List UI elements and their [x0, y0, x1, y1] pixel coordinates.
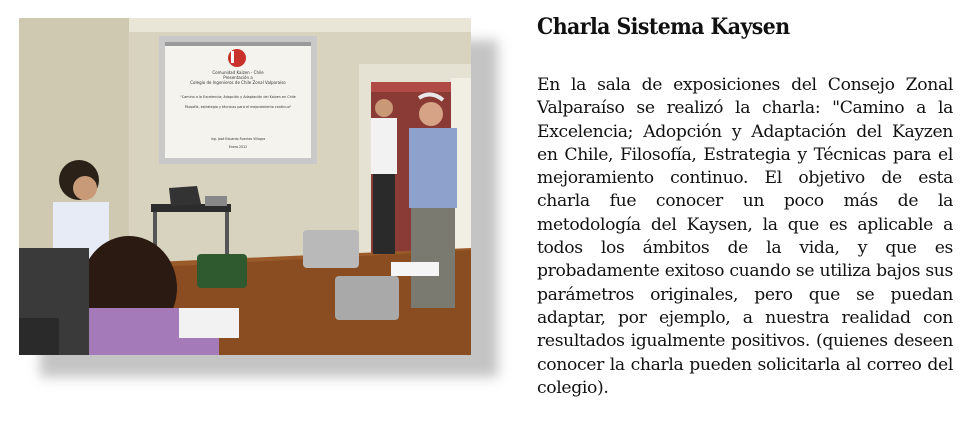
svg-text:Enero 2012: Enero 2012 [228, 145, 248, 149]
svg-text:Ing. José Eduardo Fuentes Vill: Ing. José Eduardo Fuentes Villagra [210, 137, 266, 141]
event-photo [19, 18, 471, 355]
svg-text:Filosofía, estrategia y técnic: Filosofía, estrategia y técnicas para el mejoramiento continuo" [184, 105, 292, 109]
svg-text:Presentación a: Presentación a [223, 75, 253, 80]
svg-text:Comunidad Kaizen - Chile: Comunidad Kaizen - Chile [212, 70, 264, 75]
article-title: Charla Sistema Kaysen [537, 14, 790, 40]
svg-text:Colegio de Ingenieros de Chile: Colegio de Ingenieros de Chile Zonal Valparaíso [190, 80, 286, 85]
article-body: En la sala de exposiciones del Consejo Zonal Valparaíso se realizó la charla: "Camino a la Excelencia; Adopción y Adaptación del Kayzen en Chile, Filosofía, Estrategia y Técnicas para el mejoramiento continuo. El objetivo de esta charla fue conocer un poco más de la metodología del Kaysen, la que es aplicable a todos los ámbitos de la vida, y que es probadamente exitoso cuando se utiliza bajos sus parámetros originales, pero que se puedan adaptar, por ejemplo, a nuestra realidad con resultados igualmente positivos. (quienes deseen conocer la charla pueden solicitarla al correo del colegio). [537, 75, 953, 398]
svg-text:"Camino a la Excelencia; Adopc: "Camino a la Excelencia; Adopción y Adaptación del Kaizen en Chile [180, 95, 296, 99]
